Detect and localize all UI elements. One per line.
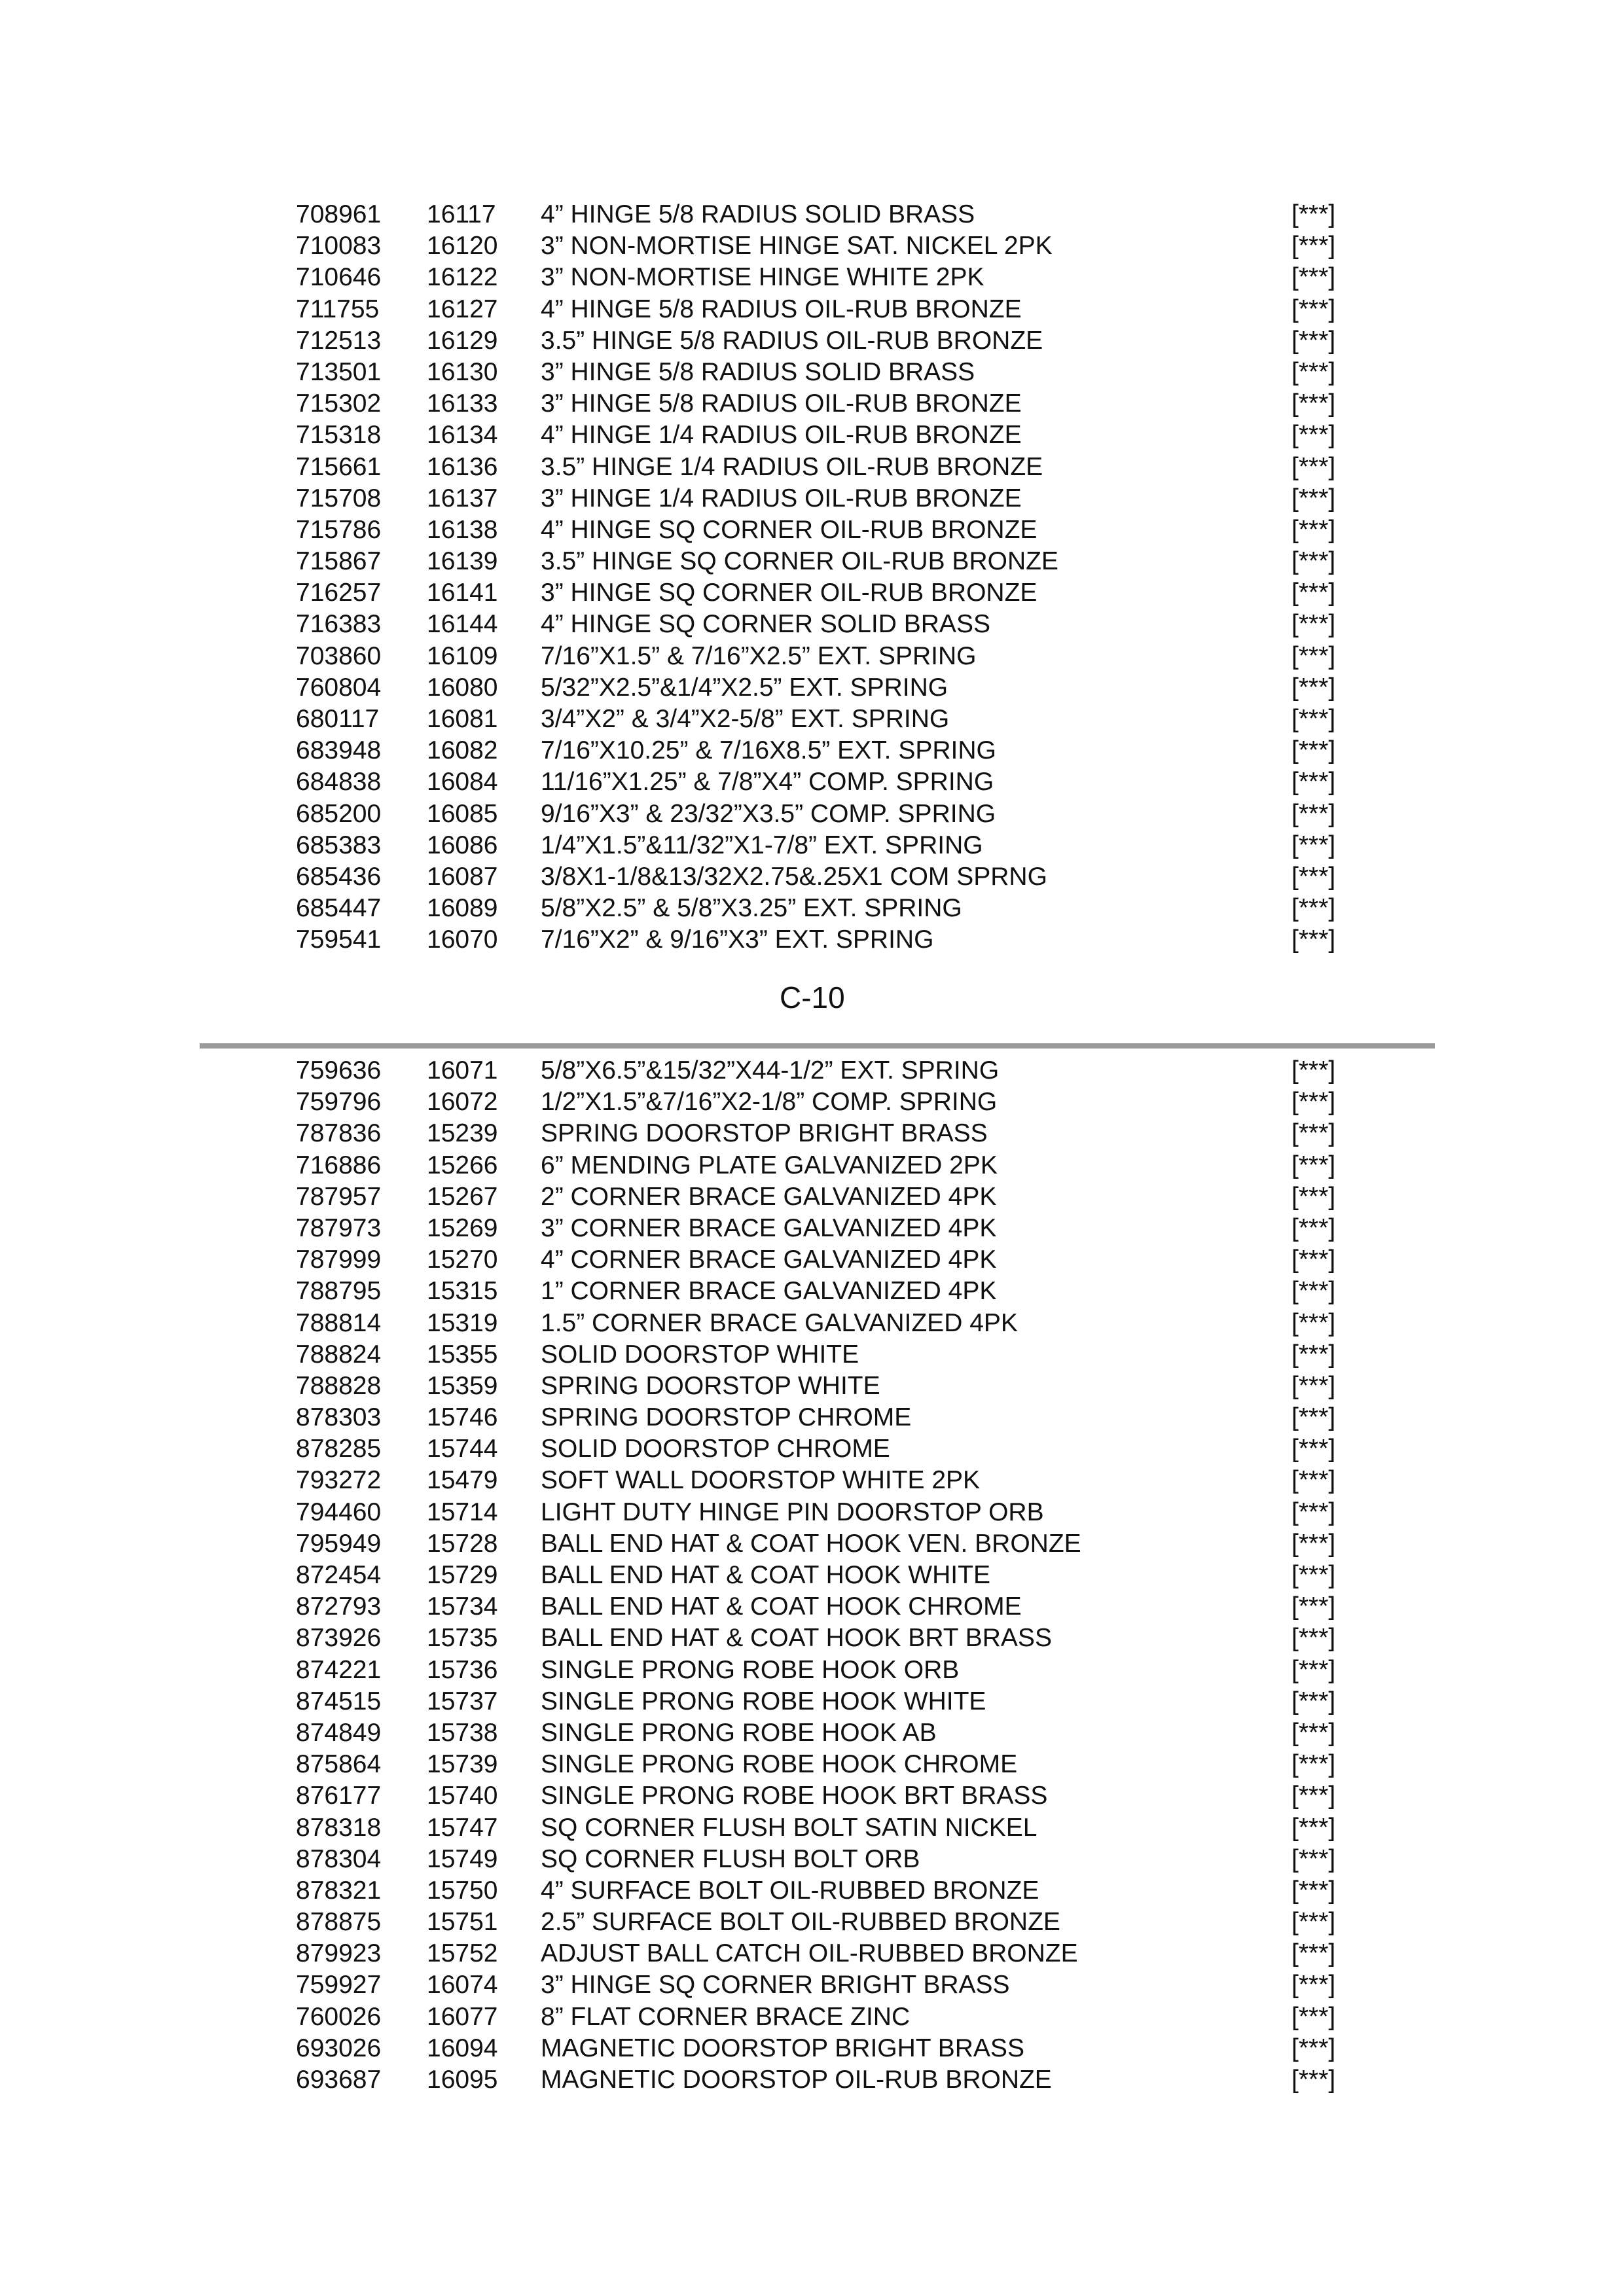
item-number: 711755	[296, 295, 380, 323]
table-row	[296, 1465, 1343, 1496]
item-description: BALL END HAT & COAT HOOK CHROME	[541, 1592, 1022, 1621]
item-number: 876177	[296, 1782, 382, 1810]
sku-number: 15752	[427, 1939, 498, 1968]
table-row	[296, 452, 1343, 483]
item-description: 3” NON-MORTISE HINGE SAT. NICKEL 2PK	[541, 232, 1053, 260]
sku-number: 16084	[427, 768, 498, 797]
item-number: 788795	[296, 1277, 382, 1306]
sku-number: 15728	[427, 1529, 498, 1558]
sku-number: 16130	[427, 357, 498, 386]
price-redacted: [***]	[1291, 1908, 1336, 1937]
table-row	[296, 1844, 1343, 1875]
item-description: BALL END HAT & COAT HOOK BRT BRASS	[541, 1624, 1052, 1653]
price-redacted: [***]	[1291, 2034, 1336, 2062]
item-number: 787957	[296, 1182, 382, 1211]
price-redacted: [***]	[1291, 1403, 1336, 1432]
item-description: 1” CORNER BRACE GALVANIZED 4PK	[541, 1277, 997, 1306]
sku-number: 16074	[427, 1971, 498, 2000]
sku-number: 15359	[427, 1371, 498, 1400]
page-label: C-10	[780, 980, 845, 1014]
price-redacted: [***]	[1291, 326, 1336, 355]
item-number: 873926	[296, 1624, 382, 1653]
sku-number: 16144	[427, 610, 498, 639]
sku-number: 16109	[427, 641, 498, 670]
price-redacted: [***]	[1291, 1182, 1336, 1211]
item-description: 4” HINGE 1/4 RADIUS OIL-RUB BRONZE	[541, 421, 1022, 450]
table-row	[296, 1591, 1343, 1623]
table-row	[296, 357, 1343, 388]
table-row	[296, 1623, 1343, 1654]
item-number: 713501	[296, 357, 382, 386]
item-description: LIGHT DUTY HINGE PIN DOORSTOP ORB	[541, 1498, 1044, 1526]
item-number: 759636	[296, 1056, 382, 1085]
item-number: 683948	[296, 736, 382, 765]
table-row	[296, 1780, 1343, 1812]
item-description: 2” CORNER BRACE GALVANIZED 4PK	[541, 1182, 997, 1211]
sku-number: 15266	[427, 1151, 498, 1179]
price-redacted: [***]	[1291, 1813, 1336, 1842]
item-description: MAGNETIC DOORSTOP BRIGHT BRASS	[541, 2034, 1024, 2062]
item-description: BALL END HAT & COAT HOOK VEN. BRONZE	[541, 1529, 1081, 1558]
sku-number: 16122	[427, 263, 498, 292]
table-row	[296, 924, 1343, 956]
sku-number: 16082	[427, 736, 498, 765]
table-row	[296, 672, 1343, 704]
price-redacted: [***]	[1291, 925, 1336, 954]
price-redacted: [***]	[1291, 799, 1336, 828]
item-number: 693687	[296, 2066, 382, 2094]
price-redacted: [***]	[1291, 1844, 1336, 1873]
price-redacted: [***]	[1291, 1088, 1336, 1117]
item-description: 3” CORNER BRACE GALVANIZED 4PK	[541, 1213, 997, 1242]
item-description: 5/8”X2.5” & 5/8”X3.25” EXT. SPRING	[541, 894, 962, 923]
item-description: 7/16”X2” & 9/16”X3” EXT. SPRING	[541, 925, 934, 954]
table-row	[296, 766, 1343, 798]
table-row	[296, 1875, 1343, 1907]
item-description: 4” HINGE 5/8 RADIUS OIL-RUB BRONZE	[541, 295, 1022, 323]
item-number: 685447	[296, 894, 382, 923]
sku-number: 16134	[427, 421, 498, 450]
sku-number: 16127	[427, 295, 498, 323]
price-redacted: [***]	[1291, 1466, 1336, 1495]
item-number: 716257	[296, 579, 382, 607]
price-redacted: [***]	[1291, 1971, 1336, 2000]
table-row	[296, 514, 1343, 546]
item-number: 710646	[296, 263, 382, 292]
table-row	[296, 577, 1343, 609]
item-description: 4” SURFACE BOLT OIL-RUBBED BRONZE	[541, 1876, 1039, 1905]
price-redacted: [***]	[1291, 579, 1336, 607]
item-description: 3.5” HINGE 1/4 RADIUS OIL-RUB BRONZE	[541, 452, 1043, 481]
price-redacted: [***]	[1291, 452, 1336, 481]
item-description: 4” HINGE SQ CORNER OIL-RUB BRONZE	[541, 515, 1038, 544]
sku-number: 16138	[427, 515, 498, 544]
table-row	[296, 1118, 1343, 1149]
item-number: 715661	[296, 452, 382, 481]
item-description: 1/4”X1.5”&11/32”X1-7/8” EXT. SPRING	[541, 831, 983, 859]
table-row	[296, 1371, 1343, 1402]
item-number: 795949	[296, 1529, 382, 1558]
table-row	[296, 388, 1343, 420]
table-row	[296, 1812, 1343, 1844]
sku-number: 15736	[427, 1655, 498, 1684]
table-row	[296, 1686, 1343, 1717]
item-description: 11/16”X1.25” & 7/8”X4” COMP. SPRING	[541, 768, 994, 797]
item-description: 6” MENDING PLATE GALVANIZED 2PK	[541, 1151, 998, 1179]
item-description: SINGLE PRONG ROBE HOOK WHITE	[541, 1687, 986, 1715]
item-number: 715867	[296, 547, 382, 576]
table-row	[296, 1938, 1343, 1969]
table-row	[296, 861, 1343, 893]
table-row	[296, 641, 1343, 672]
table-row	[296, 546, 1343, 577]
item-description: SOFT WALL DOORSTOP WHITE 2PK	[541, 1466, 981, 1495]
sku-number: 15315	[427, 1277, 498, 1306]
table-row	[296, 325, 1343, 357]
item-description: SINGLE PRONG ROBE HOOK BRT BRASS	[541, 1782, 1048, 1810]
sku-number: 15479	[427, 1466, 498, 1495]
price-redacted: [***]	[1291, 2002, 1336, 2031]
sku-number: 16070	[427, 925, 498, 954]
item-description: 3/8X1-1/8&13/32X2.75&.25X1 COM SPRNG	[541, 862, 1047, 891]
item-description: SOLID DOORSTOP CHROME	[541, 1435, 890, 1463]
table-row	[296, 704, 1343, 735]
table-row	[296, 1086, 1343, 1118]
sku-number: 15735	[427, 1624, 498, 1653]
table-row	[296, 1907, 1343, 1938]
price-redacted: [***]	[1291, 768, 1336, 797]
item-description: SPRING DOORSTOP CHROME	[541, 1403, 912, 1432]
sku-number: 16136	[427, 452, 498, 481]
price-redacted: [***]	[1291, 200, 1336, 228]
sku-number: 16129	[427, 326, 498, 355]
price-redacted: [***]	[1291, 263, 1336, 292]
table-row	[296, 1969, 1343, 2001]
price-redacted: [***]	[1291, 862, 1336, 891]
item-number: 715786	[296, 515, 382, 544]
sku-number: 15319	[427, 1308, 498, 1337]
item-description: 3” HINGE SQ CORNER OIL-RUB BRONZE	[541, 579, 1038, 607]
item-description: 3” HINGE 1/4 RADIUS OIL-RUB BRONZE	[541, 484, 1022, 512]
item-number: 685200	[296, 799, 382, 828]
table-row	[296, 1497, 1343, 1528]
price-redacted: [***]	[1291, 1308, 1336, 1337]
price-redacted: [***]	[1291, 232, 1336, 260]
item-number: 759541	[296, 925, 382, 954]
price-redacted: [***]	[1291, 1277, 1336, 1306]
price-redacted: [***]	[1291, 1561, 1336, 1589]
price-redacted: [***]	[1291, 641, 1336, 670]
item-description: SINGLE PRONG ROBE HOOK ORB	[541, 1655, 960, 1684]
sku-number: 15737	[427, 1687, 498, 1715]
price-redacted: [***]	[1291, 610, 1336, 639]
price-redacted: [***]	[1291, 1056, 1336, 1085]
table-row	[296, 1276, 1343, 1307]
table-row	[296, 1402, 1343, 1433]
table-row	[296, 2033, 1343, 2064]
item-number: 759927	[296, 1971, 382, 2000]
table-row	[296, 1717, 1343, 1749]
item-number: 872454	[296, 1561, 382, 1589]
price-redacted: [***]	[1291, 1498, 1336, 1526]
item-description: 5/8”X6.5”&15/32”X44-1/2” EXT. SPRING	[541, 1056, 1000, 1085]
item-number: 878321	[296, 1876, 382, 1905]
table-row	[296, 2064, 1343, 2096]
item-number: 878304	[296, 1844, 382, 1873]
item-description: SQ CORNER FLUSH BOLT SATIN NICKEL	[541, 1813, 1038, 1842]
sku-number: 16086	[427, 831, 498, 859]
sku-number: 16133	[427, 389, 498, 418]
sku-number: 15269	[427, 1213, 498, 1242]
price-redacted: [***]	[1291, 421, 1336, 450]
table-row	[296, 798, 1343, 830]
table-row	[296, 1339, 1343, 1371]
sku-number: 15744	[427, 1435, 498, 1463]
price-redacted: [***]	[1291, 894, 1336, 923]
table-row	[296, 199, 1343, 230]
table-row	[296, 735, 1343, 766]
table-row	[296, 1055, 1343, 1086]
item-number: 874221	[296, 1655, 382, 1684]
item-description: 1.5” CORNER BRACE GALVANIZED 4PK	[541, 1308, 1018, 1337]
price-redacted: [***]	[1291, 673, 1336, 702]
price-redacted: [***]	[1291, 705, 1336, 733]
sku-number: 15355	[427, 1340, 498, 1369]
table-row	[296, 1213, 1343, 1244]
item-description: 2.5” SURFACE BOLT OIL-RUBBED BRONZE	[541, 1908, 1060, 1937]
item-number: 680117	[296, 705, 380, 733]
price-redacted: [***]	[1291, 1624, 1336, 1653]
item-number: 874849	[296, 1718, 382, 1747]
sku-number: 15270	[427, 1246, 498, 1274]
item-description: 4” HINGE SQ CORNER SOLID BRASS	[541, 610, 990, 639]
item-number: 879923	[296, 1939, 382, 1968]
page-divider	[200, 1043, 1435, 1049]
item-number: 693026	[296, 2034, 382, 2062]
sku-number: 16087	[427, 862, 498, 891]
sku-number: 16081	[427, 705, 498, 733]
item-description: SQ CORNER FLUSH BOLT ORB	[541, 1844, 920, 1873]
item-description: 7/16”X1.5” & 7/16”X2.5” EXT. SPRING	[541, 641, 977, 670]
item-description: 3” HINGE SQ CORNER BRIGHT BRASS	[541, 1971, 1010, 2000]
table-row	[296, 1655, 1343, 1686]
sku-number: 15750	[427, 1876, 498, 1905]
sku-number: 15740	[427, 1782, 498, 1810]
table-row	[296, 262, 1343, 293]
sku-number: 16137	[427, 484, 498, 512]
item-description: 1/2”X1.5”&7/16”X2-1/8” COMP. SPRING	[541, 1088, 998, 1117]
item-number: 794460	[296, 1498, 382, 1526]
sku-number: 15747	[427, 1813, 498, 1842]
price-redacted: [***]	[1291, 1876, 1336, 1905]
item-description: 3” HINGE 5/8 RADIUS SOLID BRASS	[541, 357, 975, 386]
item-number: 788814	[296, 1308, 382, 1337]
price-redacted: [***]	[1291, 1592, 1336, 1621]
table-row	[296, 1433, 1343, 1465]
sku-number: 15734	[427, 1592, 498, 1621]
item-number: 878303	[296, 1403, 382, 1432]
price-redacted: [***]	[1291, 1213, 1336, 1242]
item-number: 787999	[296, 1246, 382, 1274]
sku-number: 16089	[427, 894, 498, 923]
item-description: 3.5” HINGE 5/8 RADIUS OIL-RUB BRONZE	[541, 326, 1043, 355]
item-description: SINGLE PRONG ROBE HOOK AB	[541, 1718, 937, 1747]
item-description: SPRING DOORSTOP BRIGHT BRASS	[541, 1119, 988, 1148]
item-number: 872793	[296, 1592, 382, 1621]
item-description: 4” HINGE 5/8 RADIUS SOLID BRASS	[541, 200, 975, 228]
price-redacted: [***]	[1291, 1687, 1336, 1715]
price-redacted: [***]	[1291, 389, 1336, 418]
item-description: ADJUST BALL CATCH OIL-RUBBED BRONZE	[541, 1939, 1078, 1968]
item-number: 760804	[296, 673, 382, 702]
sku-number: 16094	[427, 2034, 498, 2062]
table-row	[296, 294, 1343, 325]
item-description: 5/32”X2.5”&1/4”X2.5” EXT. SPRING	[541, 673, 948, 702]
product-table-bottom	[296, 1055, 1343, 2096]
product-table-top	[296, 199, 1343, 956]
item-number: 788828	[296, 1371, 382, 1400]
table-row	[296, 230, 1343, 262]
table-row	[296, 1181, 1343, 1213]
item-number: 788824	[296, 1340, 382, 1369]
price-redacted: [***]	[1291, 1246, 1336, 1274]
item-number: 793272	[296, 1466, 382, 1495]
table-row	[296, 483, 1343, 514]
table-row	[296, 1308, 1343, 1339]
item-number: 716886	[296, 1151, 382, 1179]
price-redacted: [***]	[1291, 1750, 1336, 1779]
price-redacted: [***]	[1291, 1529, 1336, 1558]
price-redacted: [***]	[1291, 1939, 1336, 1968]
table-row	[296, 1244, 1343, 1276]
item-number: 759796	[296, 1088, 382, 1117]
item-description: 3.5” HINGE SQ CORNER OIL-RUB BRONZE	[541, 547, 1058, 576]
item-description: 4” CORNER BRACE GALVANIZED 4PK	[541, 1246, 997, 1274]
item-number: 715302	[296, 389, 382, 418]
price-redacted: [***]	[1291, 1340, 1336, 1369]
sku-number: 16085	[427, 799, 498, 828]
sku-number: 15239	[427, 1119, 498, 1148]
item-number: 715318	[296, 421, 382, 450]
sku-number: 16139	[427, 547, 498, 576]
item-number: 760026	[296, 2002, 382, 2031]
sku-number: 15267	[427, 1182, 498, 1211]
item-description: 3” NON-MORTISE HINGE WHITE 2PK	[541, 263, 984, 292]
price-redacted: [***]	[1291, 484, 1336, 512]
price-redacted: [***]	[1291, 1119, 1336, 1148]
item-number: 875864	[296, 1750, 382, 1779]
item-number: 878875	[296, 1908, 382, 1937]
table-row	[296, 893, 1343, 924]
item-number: 874515	[296, 1687, 382, 1715]
sku-number: 15729	[427, 1561, 498, 1589]
item-description: 7/16”X10.25” & 7/16X8.5” EXT. SPRING	[541, 736, 996, 765]
item-description: SPRING DOORSTOP WHITE	[541, 1371, 880, 1400]
table-row	[296, 830, 1343, 861]
sku-number: 15746	[427, 1403, 498, 1432]
item-number: 712513	[296, 326, 382, 355]
table-row	[296, 2001, 1343, 2033]
sku-number: 16120	[427, 232, 498, 260]
item-description: SINGLE PRONG ROBE HOOK CHROME	[541, 1750, 1018, 1779]
item-number: 878285	[296, 1435, 382, 1463]
price-redacted: [***]	[1291, 295, 1336, 323]
table-row	[296, 1150, 1343, 1181]
sku-number: 16077	[427, 2002, 498, 2031]
price-redacted: [***]	[1291, 2066, 1336, 2094]
price-redacted: [***]	[1291, 1435, 1336, 1463]
sku-number: 16141	[427, 579, 498, 607]
sku-number: 16071	[427, 1056, 498, 1085]
sku-number: 15751	[427, 1908, 498, 1937]
item-description: SOLID DOORSTOP WHITE	[541, 1340, 859, 1369]
item-description: MAGNETIC DOORSTOP OIL-RUB BRONZE	[541, 2066, 1052, 2094]
table-row	[296, 1749, 1343, 1780]
item-description: 3/4”X2” & 3/4”X2-5/8” EXT. SPRING	[541, 705, 950, 733]
item-description: BALL END HAT & COAT HOOK WHITE	[541, 1561, 990, 1589]
table-row	[296, 1560, 1343, 1591]
price-redacted: [***]	[1291, 1782, 1336, 1810]
sku-number: 15739	[427, 1750, 498, 1779]
item-description: 9/16”X3” & 23/32”X3.5” COMP. SPRING	[541, 799, 996, 828]
price-redacted: [***]	[1291, 357, 1336, 386]
item-number: 878318	[296, 1813, 382, 1842]
price-redacted: [***]	[1291, 1151, 1336, 1179]
item-number: 787836	[296, 1119, 382, 1148]
item-number: 710083	[296, 232, 382, 260]
sku-number: 15749	[427, 1844, 498, 1873]
item-description: 8” FLAT CORNER BRACE ZINC	[541, 2002, 911, 2031]
sku-number: 16072	[427, 1088, 498, 1117]
price-redacted: [***]	[1291, 515, 1336, 544]
table-row	[296, 1528, 1343, 1560]
item-number: 715708	[296, 484, 382, 512]
item-number: 703860	[296, 641, 382, 670]
table-row	[296, 420, 1343, 451]
item-number: 787973	[296, 1213, 382, 1242]
price-redacted: [***]	[1291, 1718, 1336, 1747]
item-number: 684838	[296, 768, 382, 797]
price-redacted: [***]	[1291, 831, 1336, 859]
sku-number: 15714	[427, 1498, 498, 1526]
price-redacted: [***]	[1291, 1371, 1336, 1400]
price-redacted: [***]	[1291, 736, 1336, 765]
item-number: 685436	[296, 862, 382, 891]
item-description: 3” HINGE 5/8 RADIUS OIL-RUB BRONZE	[541, 389, 1022, 418]
item-number: 685383	[296, 831, 382, 859]
item-number: 708961	[296, 200, 382, 228]
price-redacted: [***]	[1291, 1655, 1336, 1684]
item-number: 716383	[296, 610, 382, 639]
sku-number: 15738	[427, 1718, 498, 1747]
table-row	[296, 609, 1343, 640]
price-redacted: [***]	[1291, 547, 1336, 576]
sku-number: 16117	[427, 200, 496, 228]
sku-number: 16095	[427, 2066, 498, 2094]
sku-number: 16080	[427, 673, 498, 702]
